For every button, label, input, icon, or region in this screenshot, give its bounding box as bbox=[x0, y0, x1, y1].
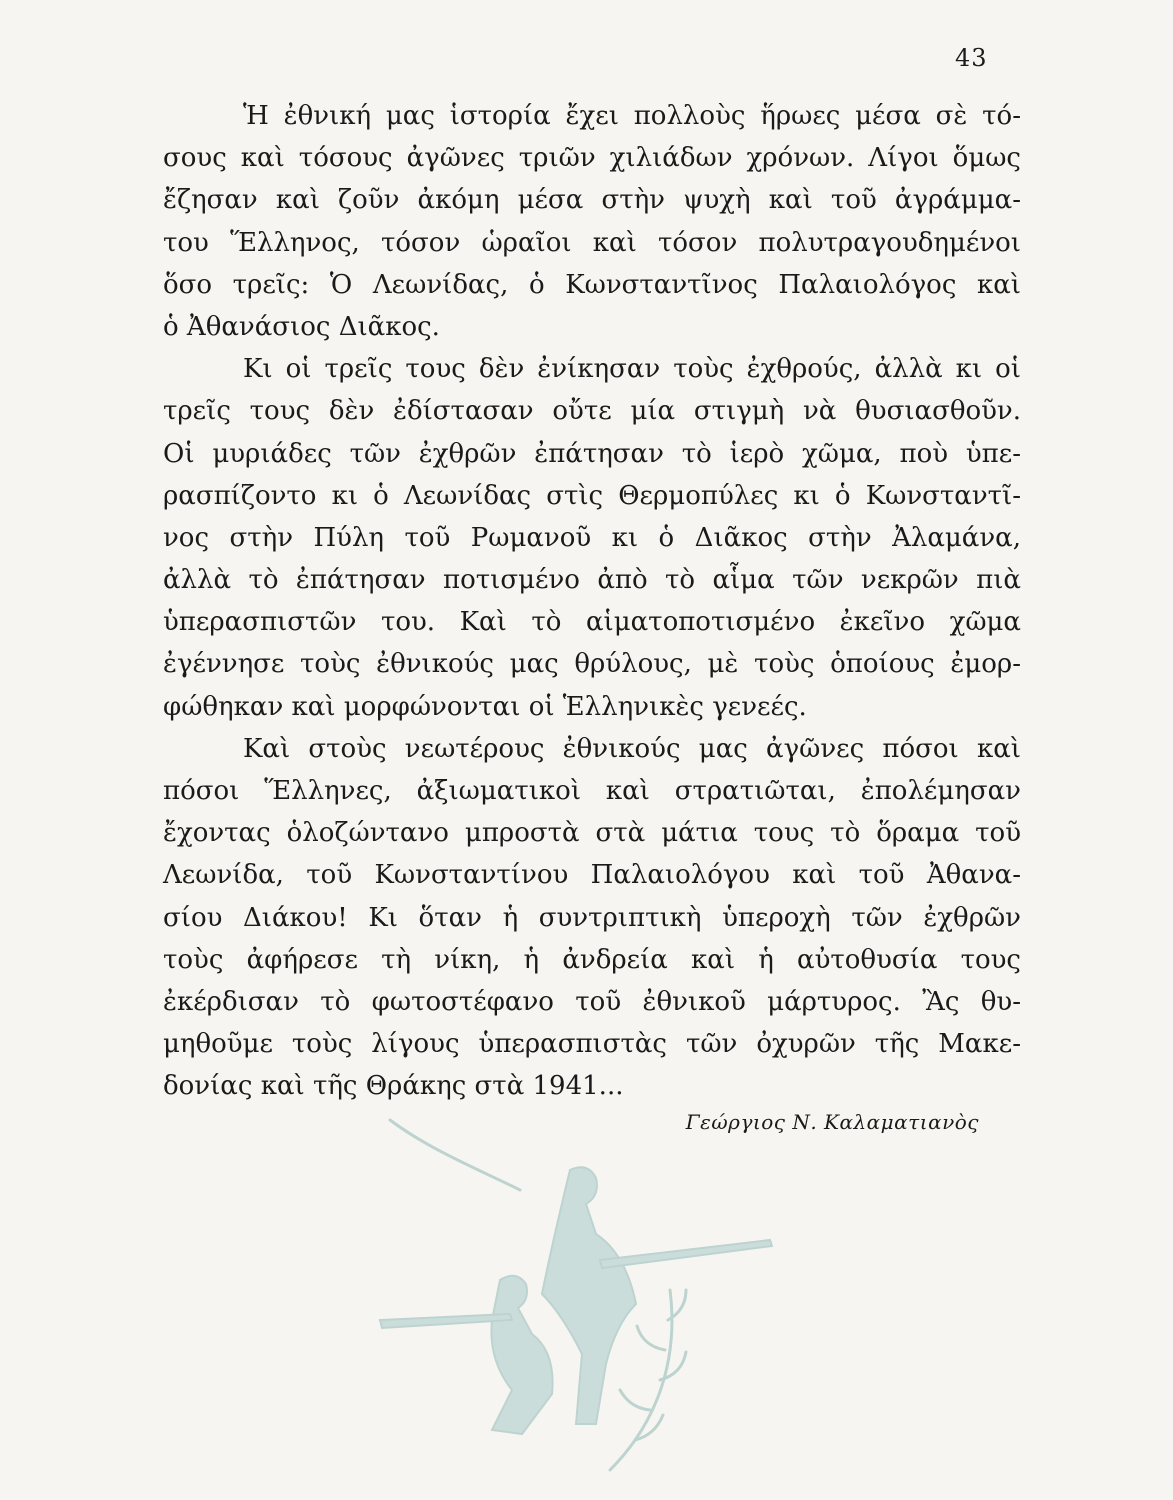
text-line: ἔζησαν καὶ ζοῦν ἀκόμη μέσα στὴν ψυχὴ καὶ τοῦ ἀγράμμα- bbox=[163, 185, 1021, 216]
sword-icon bbox=[390, 1120, 520, 1190]
text-line: Καὶ στοὺς νεωτέρους ἐθνικούς μας ἀγῶνες πόσοι καὶ bbox=[243, 733, 1021, 764]
text-line: του Ἕλληνος, τόσον ὡραῖοι καὶ τόσον πολυτραγουδημένοι bbox=[163, 227, 1021, 258]
text-line: μηθοῦμε τοὺς λίγους ὑπερασπιστὰς τῶν ὀχυρῶν τῆς Μακε- bbox=[163, 1029, 1021, 1060]
text-line: δονίας καὶ τῆς Θράκης στὰ 1941... bbox=[163, 1071, 624, 1102]
fighters-illustration bbox=[350, 1110, 810, 1490]
text-line: τρεῖς τους δὲν ἐδίστασαν οὔτε μία στιγμὴ νὰ θυσιασθοῦν. bbox=[163, 396, 1021, 427]
text-line: τοὺς ἀφήρεσε τὴ νίκη, ἡ ἀνδρεία καὶ ἡ αὐτοθυσία τους bbox=[163, 944, 1021, 975]
text-line: νος στὴν Πύλη τοῦ Ρωμανοῦ κι ὁ Διᾶκος στὴν Ἀλαμάνα, bbox=[163, 522, 1021, 553]
text-line: ρασπίζοντο κι ὁ Λεωνίδας στὶς Θερμοπύλες κι ὁ Κωνσταντῖ- bbox=[163, 480, 1021, 511]
text-line: σίου Διάκου! Κι ὅταν ἡ συντριπτικὴ ὑπεροχὴ τῶν ἐχθρῶν bbox=[163, 902, 1021, 933]
rifleman-figure bbox=[491, 1276, 552, 1434]
text-line: πόσοι Ἕλληνες, ἀξιωματικοὶ καὶ στρατιῶται, ἐπολέμησαν bbox=[163, 776, 1021, 806]
text-line: Οἱ μυριάδες τῶν ἐχθρῶν ἐπάτησαν τὸ ἱερὸ χῶμα, ποὺ ὑπε- bbox=[163, 438, 1021, 469]
text-line: ἐκέρδισαν τὸ φωτοστέφανο τοῦ ἐθνικοῦ μάρτυρος. Ἂς θυ- bbox=[163, 986, 1021, 1017]
text-line: ὅσο τρεῖς: Ὁ Λεωνίδας, ὁ Κωνσταντῖνος Παλαιολόγος καὶ bbox=[163, 269, 1021, 300]
author-signature: Γεώργιος Ν. Καλαματιανὸς bbox=[685, 1110, 979, 1134]
text-line: ὁ Ἀθανάσιος Διᾶκος. bbox=[163, 311, 440, 342]
text-line: Λεωνίδα, τοῦ Κωνσταντίνου Παλαιολόγου καὶ τοῦ Ἀθανα- bbox=[163, 860, 1021, 891]
text-line: Κι οἱ τρεῖς τους δὲν ἐνίκησαν τοὺς ἐχθρούς, ἀλλὰ κι οἱ bbox=[243, 354, 1021, 385]
text-line: ἐγέννησε τοὺς ἐθνικούς μας θρύλους, μὲ τοὺς ὁποίους ἐμορ- bbox=[163, 649, 1021, 680]
fighter-figure bbox=[542, 1167, 636, 1424]
text-line: ἀλλὰ τὸ ἐπάτησαν ποτισμένο ἀπὸ τὸ αἷμα τῶν νεκρῶν πιὰ bbox=[163, 565, 1021, 596]
article-body bbox=[163, 95, 1021, 1108]
text-line: Ἡ ἐθνική μας ἱστορία ἔχει πολλοὺς ἥρωες μέσα σὲ τό- bbox=[243, 101, 1021, 131]
text-line: σους καὶ τόσους ἀγῶνες τριῶν χιλιάδων χρόνων. Λίγοι ὅμως bbox=[163, 143, 1021, 174]
text-line: ἔχοντας ὁλοζώντανο μπροστὰ στὰ μάτια τους τὸ ὅραμα τοῦ bbox=[163, 818, 1021, 849]
text-line: ὑπερασπιστῶν του. Καὶ τὸ αἱματοποτισμένο ἐκεῖνο χῶμα bbox=[163, 607, 1021, 638]
text-line: φώθηκαν καὶ μορφώνονται οἱ Ἑλληνικὲς γενεές. bbox=[163, 691, 807, 722]
page-number: 43 bbox=[955, 44, 988, 72]
